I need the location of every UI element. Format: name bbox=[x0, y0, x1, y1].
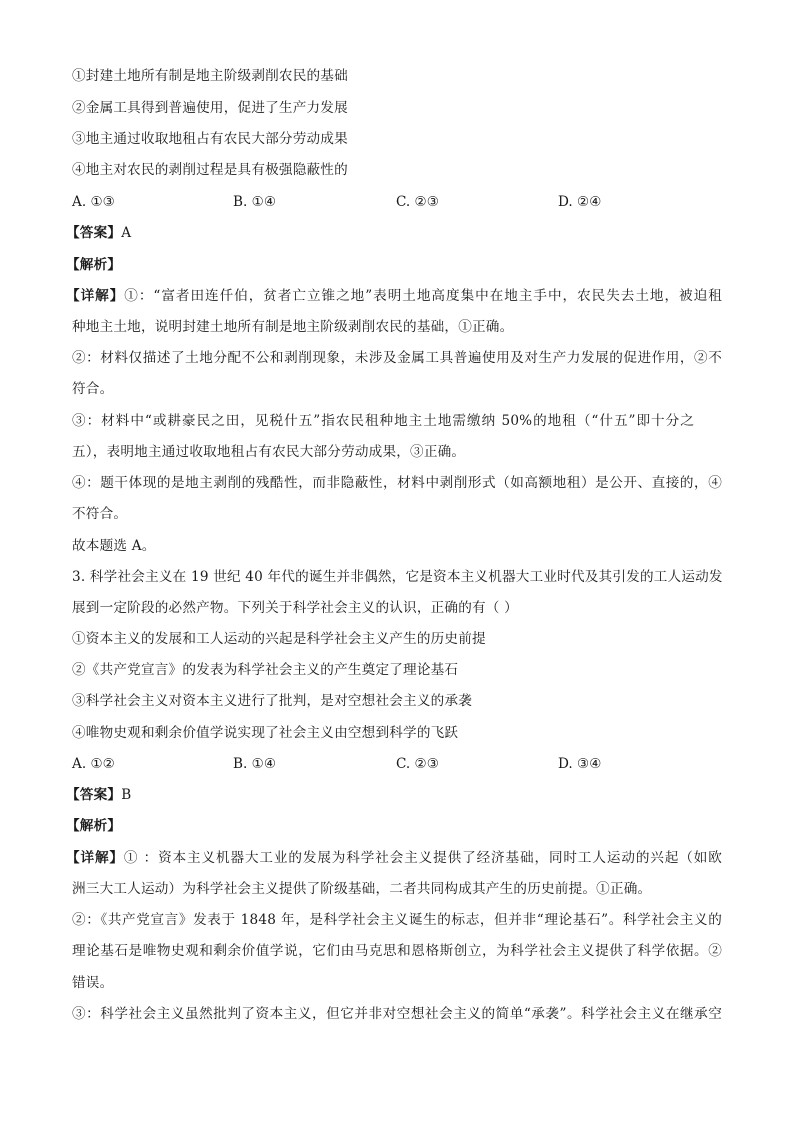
q3-option-a: A. ①② bbox=[72, 756, 115, 772]
q2-answer-line bbox=[66, 223, 716, 243]
q2-answer-tag: 【答案】 bbox=[66, 225, 122, 241]
q3-detail-text-1: ① ：资本主义机器大工业的发展为科学社会主义提供了经济基础，同时工人运动的兴起（如欧 bbox=[123, 850, 723, 866]
q3-answer-value: B bbox=[121, 787, 132, 803]
q3-stem-line-1: 3. 科学社会主义在 19 世纪 40 年代的诞生并非偶然，它是资本主义机器大工业时代及其引发的工人运动发 bbox=[72, 569, 723, 585]
q3-option-d: D. ③④ bbox=[558, 756, 602, 772]
q3-detail-line-1 bbox=[66, 848, 722, 868]
q3-detail-tag: 【详解】 bbox=[66, 850, 124, 866]
q2-statement-1: ①封建土地所有制是地主阶级剥削农民的基础 bbox=[72, 68, 348, 84]
q2-detail-line-4: 符合。 bbox=[72, 381, 114, 397]
q2-option-d: D. ②④ bbox=[558, 194, 602, 210]
q2-detail-line-3: ②：材料仅描述了土地分配不公和剥削现象，未涉及金属工具普遍使用及对生产力发展的促进作用，②不 bbox=[72, 350, 722, 366]
q2-detail-line-7: ④：题干体现的是地主剥削的残酷性，而非隐蔽性，材料中剥削形式（如高额地租）是公开、直接的，④ bbox=[72, 475, 722, 491]
q3-detail-line-4: 理论基石是唯物史观和剩余价值学说，它们由马克思和恩格斯创立，为科学社会主义提供了科学依据。② bbox=[72, 943, 722, 959]
q2-statement-3: ③地主通过收取地租占有农民大部分劳动成果 bbox=[72, 131, 348, 147]
q2-option-a: A. ①③ bbox=[72, 194, 115, 210]
q2-detail-tag: 【详解】 bbox=[66, 288, 125, 304]
q3-detail-line-6: ③：科学社会主义虽然批判了资本主义，但它并非对空想社会主义的简单“承袭”。科学社会主义在继承空 bbox=[72, 1006, 722, 1022]
q2-detail-line-2: 种地主土地，说明封建土地所有制是地主阶级剥削农民的基础，①正确。 bbox=[72, 319, 514, 335]
q3-stem-line-2: 展到一定阶段的必然产物。下列关于科学社会主义的认识，正确的有（ ） bbox=[72, 600, 518, 616]
q3-detail-line-2: 洲三大工人运动）为科学社会主义提供了阶级基础，二者共同构成其产生的历史前提。①正确。 bbox=[72, 881, 652, 897]
q2-detail-line-5: ③：材料中“或耕豪民之田，见税什五”指农民租种地主土地需缴纳 50%的地租（“什五”即十分之 bbox=[72, 413, 694, 429]
q3-option-c: C. ②③ bbox=[396, 756, 439, 772]
q3-statement-3: ③科学社会主义对资本主义进行了批判，是对空想社会主义的承袭 bbox=[72, 693, 473, 709]
q3-answer-line bbox=[66, 785, 716, 805]
q2-statement-2: ②金属工具得到普遍使用，促进了生产力发展 bbox=[72, 100, 348, 116]
q2-answer-value: A bbox=[121, 225, 132, 241]
q3-statement-1: ①资本主义的发展和工人运动的兴起是科学社会主义产生的历史前提 bbox=[72, 631, 486, 647]
q2-detail-line-6: 五），表明地主通过收取地租占有农民大部分劳动成果，③正确。 bbox=[72, 444, 466, 460]
q3-detail-line-3: ②：《共产党宣言》发表于 1848 年，是科学社会主义诞生的标志，但并非“理论基石”。科学社会主义的 bbox=[72, 912, 722, 928]
q2-conclusion: 故本题选 A。 bbox=[72, 538, 156, 554]
q2-option-b: B. ①④ bbox=[233, 194, 277, 210]
q2-detail-line-8: 不符合。 bbox=[72, 506, 128, 522]
q2-detail-text-1: ①：“富者田连仟伯，贫者亡立锥之地”表明土地高度集中在地主手中，农民失去土地，被迫租 bbox=[124, 288, 722, 304]
q3-statement-4: ④唯物史观和剩余价值学说实现了社会主义由空想到科学的飞跃 bbox=[72, 725, 459, 741]
q3-option-b: B. ①④ bbox=[233, 756, 277, 772]
q3-detail-line-5: 错误。 bbox=[72, 975, 114, 991]
q2-option-c: C. ②③ bbox=[396, 194, 439, 210]
q3-statement-2: ②《共产党宣言》的发表为科学社会主义的产生奠定了理论基石 bbox=[72, 662, 459, 678]
q3-answer-tag: 【答案】 bbox=[66, 787, 122, 803]
q2-analysis-tag: 【解析】 bbox=[66, 257, 122, 273]
q3-analysis-tag: 【解析】 bbox=[66, 818, 122, 834]
q2-statement-4: ④地主对农民的剥削过程是具有极强隐蔽性的 bbox=[72, 162, 348, 178]
q2-detail-line-1 bbox=[66, 286, 722, 306]
